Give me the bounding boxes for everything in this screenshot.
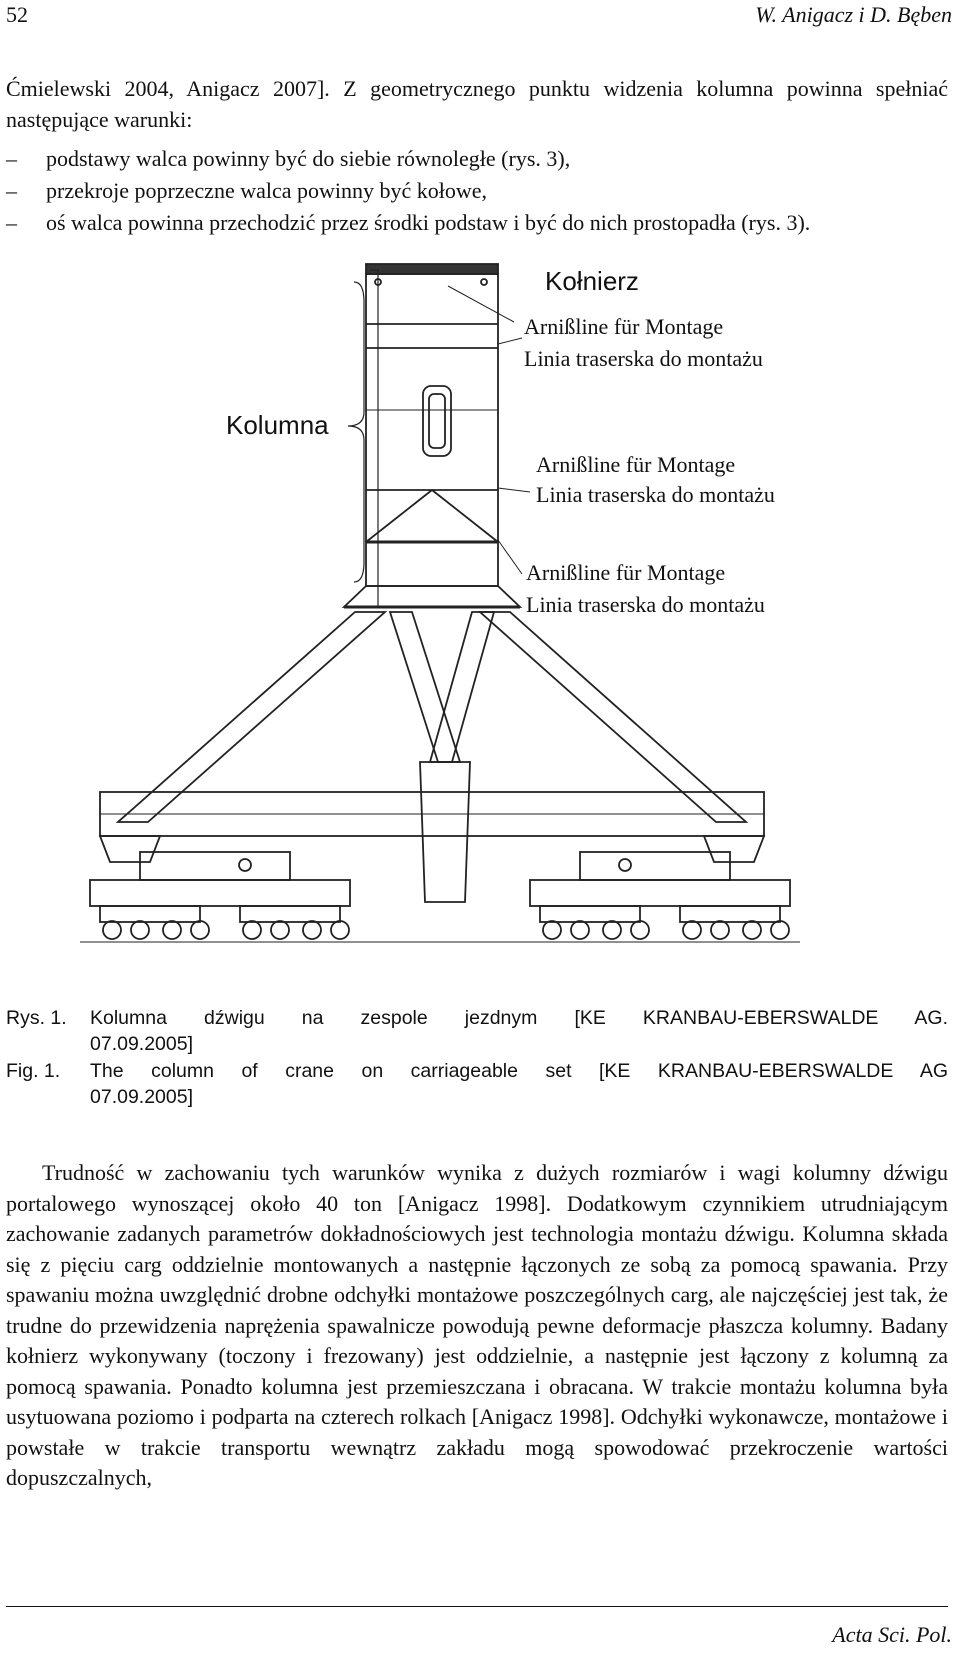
list-bullet: – — [6, 146, 17, 171]
marking-line-1-pl: Linia traserska do montażu — [524, 346, 763, 371]
footer-rule — [6, 1606, 948, 1607]
marking-line-3-pl: Linia traserska do montażu — [526, 592, 765, 617]
journal-name: Acta Sci. Pol. — [832, 1622, 952, 1647]
list-bullet: – — [6, 210, 17, 235]
marking-line-3-de: Arnißline für Montage — [526, 560, 726, 585]
flange-label: Kołnierz — [545, 266, 639, 296]
list-item — [6, 207, 948, 239]
intro-paragraph: Ćmielewski 2004, Anigacz 2007]. Z geometrycznego punktu widzenia kolumna powinna spełniać następujące warunki: — [6, 76, 948, 132]
caption-text: The column of crane on carriageable set [KE KRANBAU-EBERSWALDE AG — [90, 1060, 948, 1082]
marking-line-2-de: Arnißline für Montage — [536, 452, 736, 477]
conditions-list — [6, 143, 948, 239]
list-item-text: oś walca powinna przechodzić przez środki podstaw i być do nich prostopadła (rys. 3). — [46, 210, 811, 235]
caption-text-continued: 07.09.2005] — [90, 1086, 194, 1108]
caption-label: Rys. 1. — [6, 1007, 67, 1029]
figure-caption-pl — [6, 1005, 948, 1057]
column-label: Kolumna — [226, 410, 329, 440]
figure-caption-en — [6, 1058, 948, 1110]
list-item-text: przekroje poprzeczne walca powinny być kołowe, — [46, 178, 488, 203]
main-paragraph: Trudność w zachowaniu tych warunków wynika z dużych rozmiarów i wagi kolumny dźwigu portalowego wynoszącej około 40 ton [Anigacz 1998]. Dodatkowym czynnikiem utrudniającym zachowanie zadanych parametrów dokładnościowych jest technologia montażu dźwigu. Kolumna składa się z pięciu carg oddzielnie montowanych a następnie łączonych ze sobą za pomocą spawania. Przy spawaniu można uwzględnić drobne odchyłki montażowe poszczególnych carg, ale najczęściej jest tak, że trudne do przewidzenia naprężenia spawalnicze powodują pewne deformacje płaszcza kolumny. Badany kołnierz wykonywany (toczony i frezowany) jest oddzielnie, a następnie jest łączony z kolumną za pomocą spawania. Ponadto kolumna jest przemieszczana i obracana. W trakcie montażu kolumna była usytuowana poziomo i podparta na czterech rolkach [Anigacz 1998]. Odchyłki wykonawcze, montażowe i powstałe w trakcie transportu wewnątrz zakładu mogą spowodować przekroczenie wartości dopuszczalnych, — [6, 1160, 948, 1490]
running-header-authors: W. Anigacz i D. Bęben — [755, 2, 952, 27]
list-item-text: podstawy walca powinny być do siebie równoległe (rys. 3), — [46, 146, 571, 171]
caption-label: Fig. 1. — [6, 1060, 61, 1082]
list-bullet: – — [6, 178, 17, 203]
page-number: 52 — [6, 2, 28, 27]
caption-text: Kolumna dźwigu na zespole jezdnym [KE KRANBAU-EBERSWALDE AG. — [90, 1007, 948, 1029]
list-item — [6, 143, 948, 175]
caption-text-continued: 07.09.2005] — [90, 1033, 194, 1055]
marking-line-2-pl: Linia traserska do montażu — [536, 482, 775, 507]
list-item — [6, 175, 948, 207]
marking-line-1-de: Arnißline für Montage — [524, 314, 724, 339]
crane-column-figure — [60, 262, 910, 982]
